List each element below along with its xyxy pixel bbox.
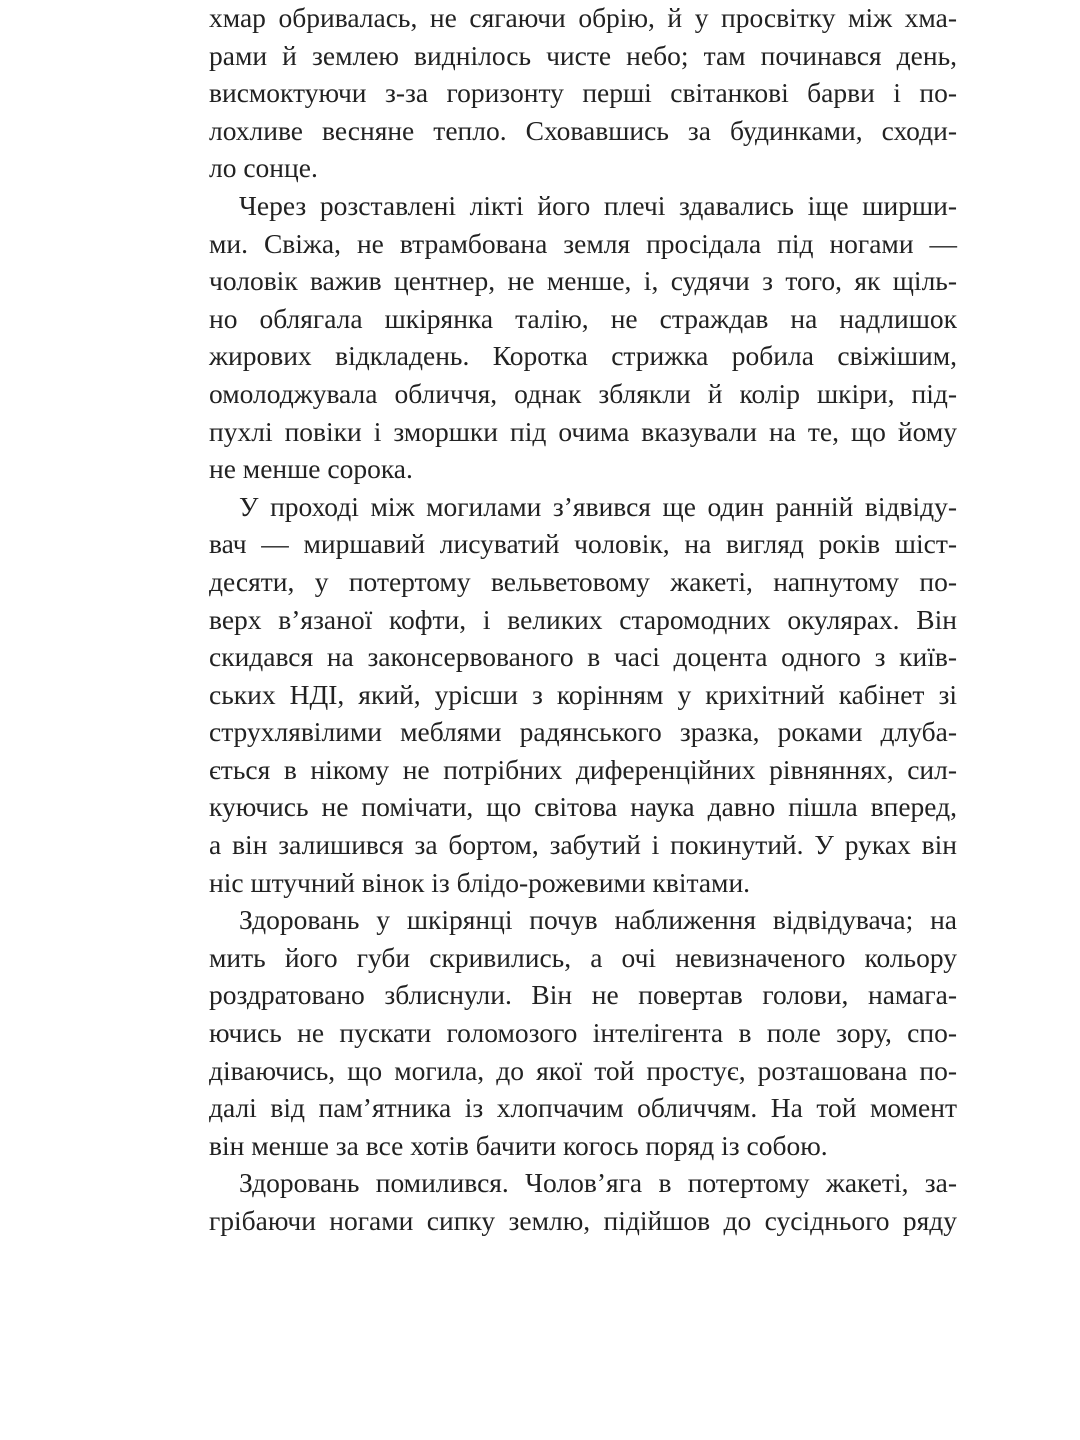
text-line: жирових відкладень. Коротка стрижка робила свіжішим, <box>209 340 957 372</box>
text-line: ло сонце. <box>209 152 318 184</box>
text-line: діваючись, що могила, до якої той простує, розташована по- <box>209 1054 957 1086</box>
text-line: верх в’язаної кофти, і великих старомодних окулярах. Він <box>209 603 957 635</box>
paragraph <box>209 0 957 187</box>
paragraph <box>209 187 957 488</box>
text-line: ських НДІ, який, урісши з корінням у крихітний кабінет зі <box>209 678 957 710</box>
paragraph <box>209 488 957 902</box>
text-line: не менше сорока. <box>209 453 413 485</box>
text-line: чоловік важив центнер, не менше, і, судячи з того, як щіль- <box>209 265 957 297</box>
paragraph <box>209 1164 957 1239</box>
text-line: висмоктуючи з-за горизонту перші світанкові барви і по- <box>209 77 957 109</box>
text-line: пухлі повіки і зморшки під очима вказували на те, що йому <box>209 415 957 447</box>
text-line: рами й землею виднілось чисте небо; там починався день, <box>209 39 957 71</box>
text-line: мить його губи скривились, а очі невизначеного кольору <box>209 941 957 973</box>
text-line: куючись не помічати, що світова наука давно пішла вперед, <box>209 791 957 823</box>
text-line: У проході між могилами з’явився ще один ранній відвіду- <box>239 490 957 522</box>
text-line: роздратовано зблиснули. Він не повертав голови, намага- <box>209 979 957 1011</box>
text-line: далі від пам’ятника із хлопчачим обличчям. На той момент <box>209 1092 957 1124</box>
text-line: грібаючи ногами сипку землю, підійшов до сусіднього ряду <box>209 1205 957 1236</box>
text-line: омолоджувала обличчя, однак зблякли й колір шкіри, під- <box>209 377 957 409</box>
text-line: вач — миршавий лисуватий чоловік, на вигляд років шіст- <box>209 528 957 560</box>
text-line: лохливе весняне тепло. Сховавшись за будинками, сходи- <box>209 114 957 146</box>
text-line: десяти, у потертому вельветовому жакеті, напнутому по- <box>209 565 957 597</box>
text-line: хмар обривалась, не сягаючи обрію, й у просвітку між хма- <box>209 2 957 33</box>
text-line: ми. Свіжа, не втрамбована земля просідала під ногами — <box>209 227 957 259</box>
text-line: ючись не пускати голомозого інтелігента в поле зору, спо- <box>209 1017 957 1049</box>
body-text <box>209 0 957 1240</box>
text-line: но облягала шкірянка талію, не страждав на надлишок <box>209 302 957 334</box>
text-line: скидався на законсервованого в часі доцента одного з київ- <box>209 641 957 673</box>
text-line: Через розставлені лікті його плечі здавались іще ширши- <box>239 189 957 221</box>
text-line: він менше за все хотів бачити когось поряд із собою. <box>209 1129 828 1161</box>
text-line: Здоровань помилився. Чолов’яга в потертому жакеті, за- <box>239 1167 957 1199</box>
text-line: ється в нікому не потрібних диференційних рівняннях, сил- <box>209 753 957 785</box>
text-line: Здоровань у шкірянці почув наближення відвідувача; на <box>239 904 957 936</box>
text-line: струхлявілими меблями радянського зразка, роками длуба- <box>209 716 957 748</box>
text-line: ніс штучний вінок із блідо-рожевими квітами. <box>209 866 751 898</box>
paragraph <box>209 901 957 1164</box>
text-line: а він залишився за бортом, забутий і покинутий. У руках він <box>209 829 957 861</box>
